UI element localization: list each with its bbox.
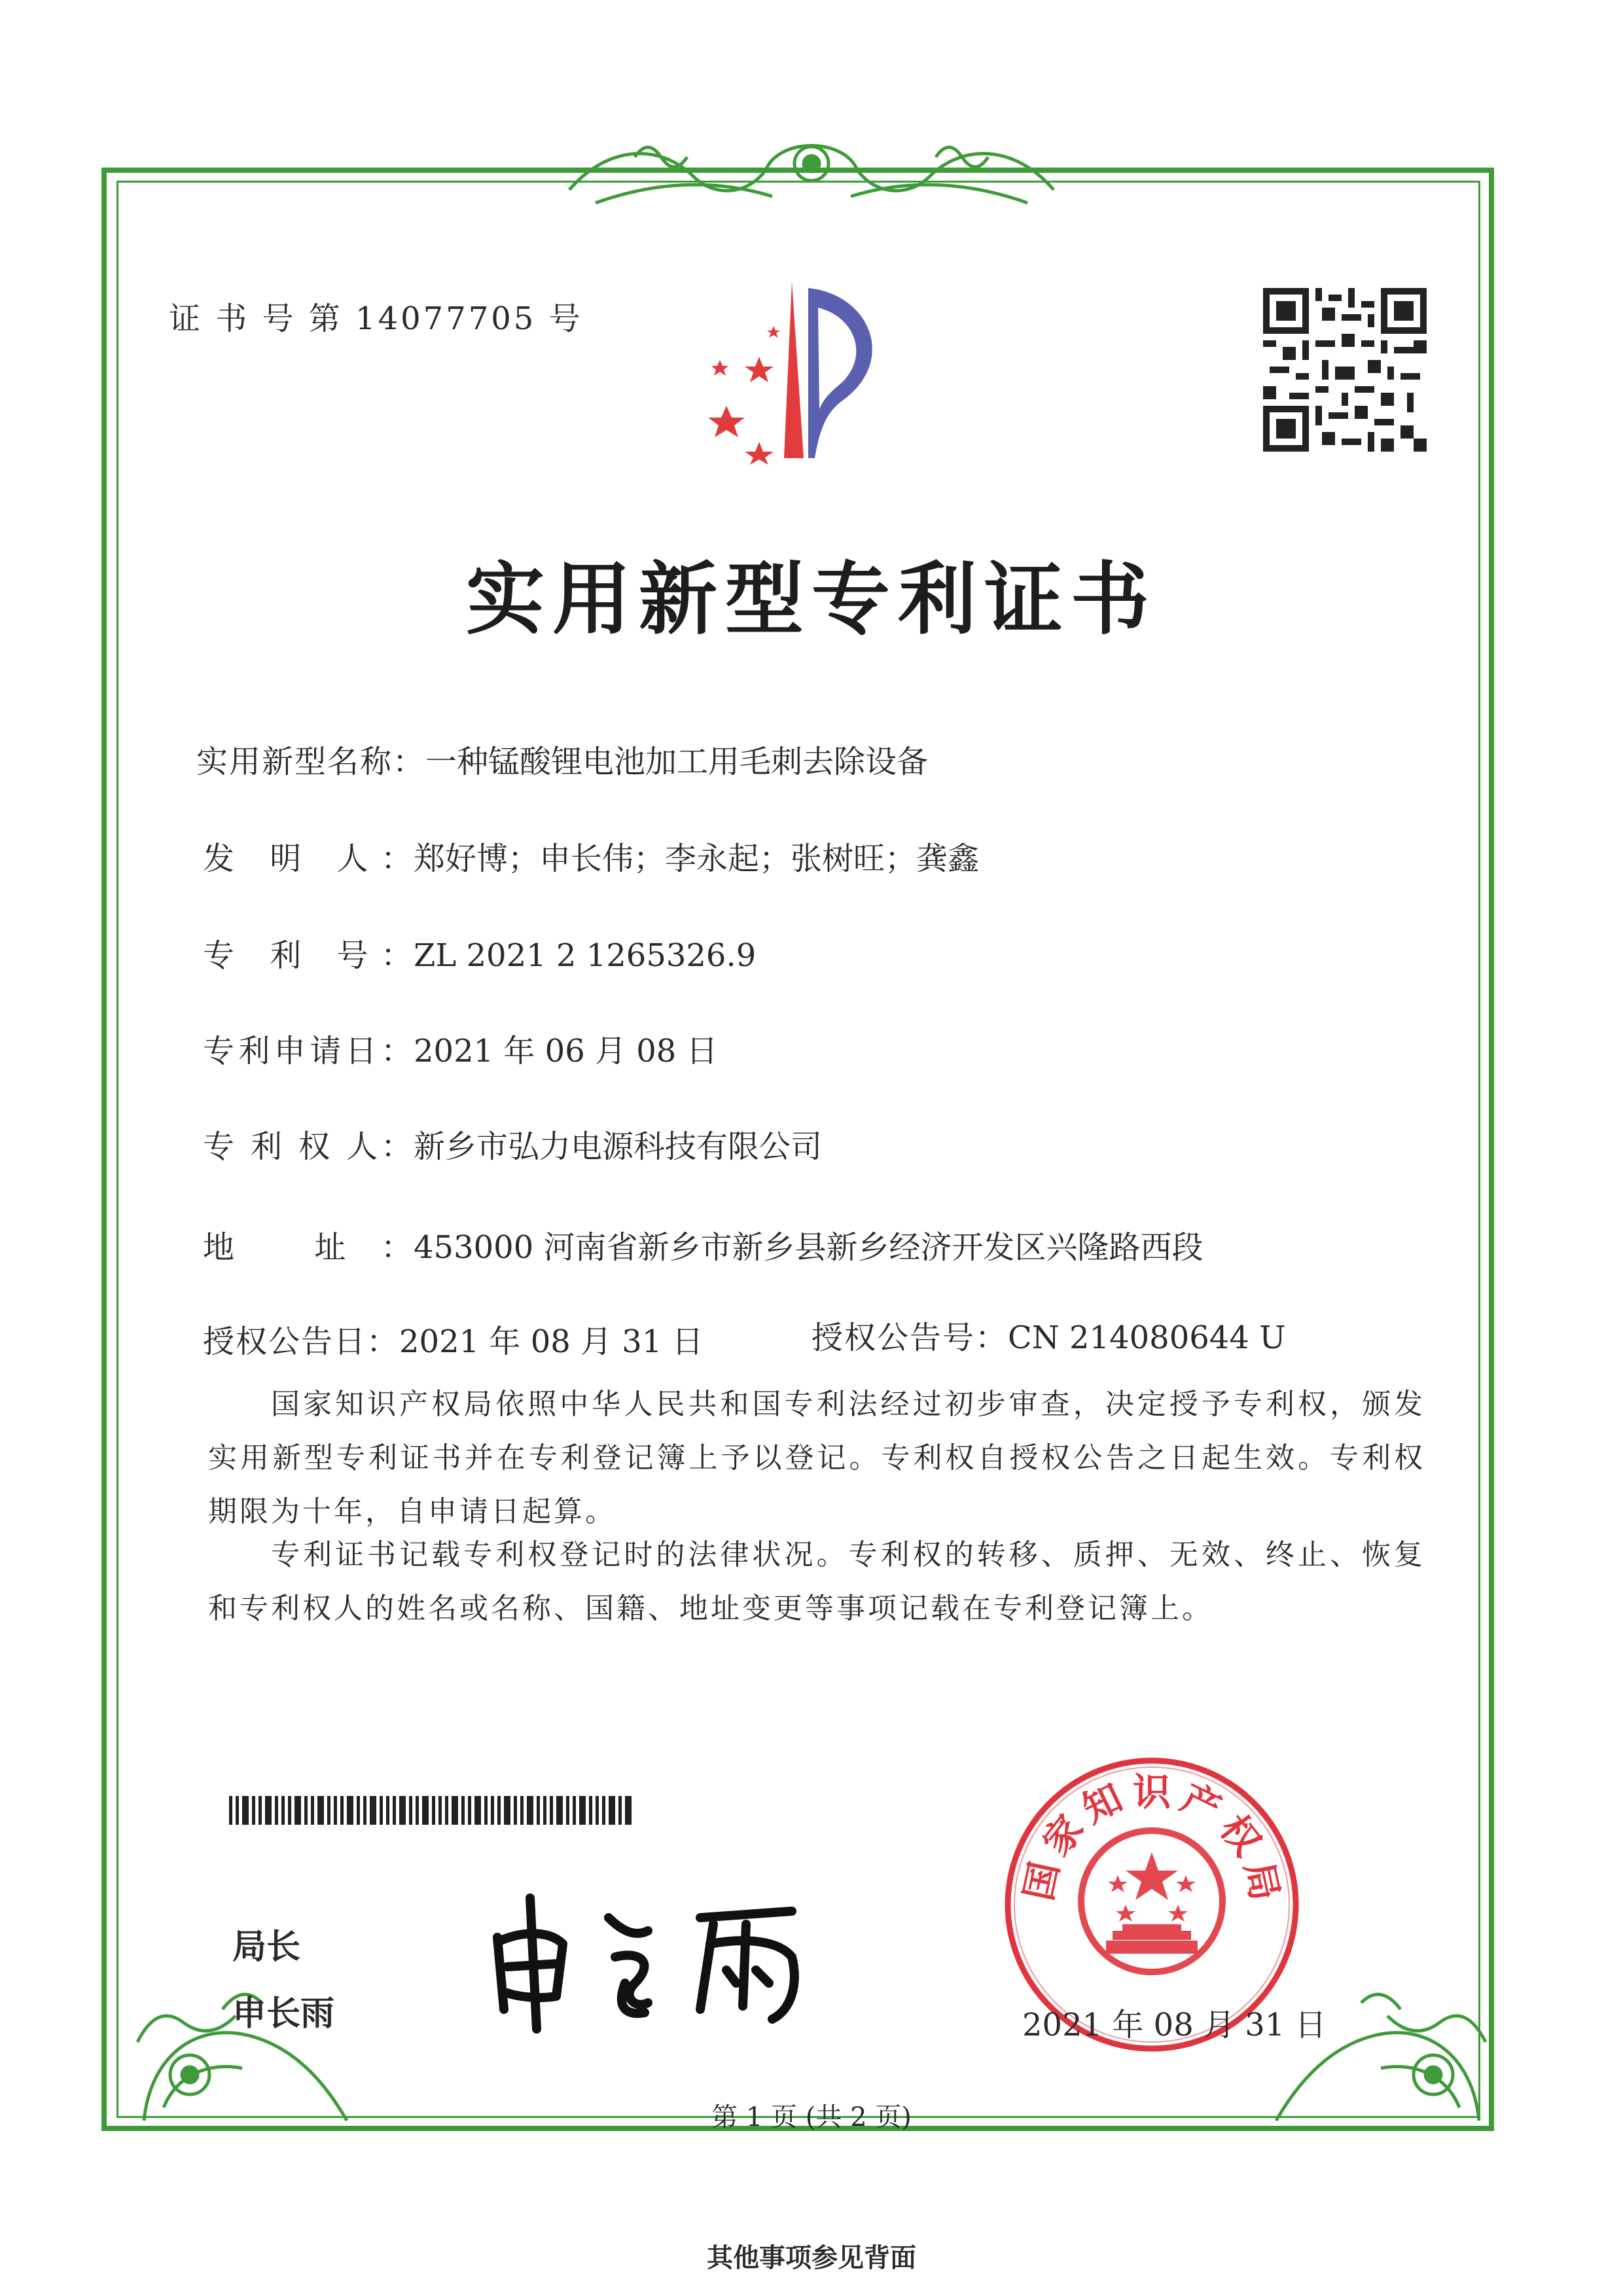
- application-date-label: 专利申请日：: [203, 1033, 414, 1069]
- patentee-row: [203, 1121, 822, 1166]
- grant-number-row: [812, 1312, 1286, 1357]
- inventor-value: 郑好博；申长伟；李永起；张树旺；龚鑫: [414, 840, 980, 877]
- patentee-label: 专 利 权 人：: [203, 1128, 414, 1165]
- border-ornament-icon: [556, 118, 1067, 216]
- footer-note: 其他事项参见背面: [707, 2242, 916, 2273]
- grant-date-row: [203, 1316, 704, 1361]
- grant-date-value: 2021 年 08 月 31 日: [399, 1323, 704, 1360]
- patent-number-row: [203, 930, 756, 975]
- seal-text-char: 识: [1132, 1770, 1171, 1815]
- grant-date-label: 授权公告日：: [203, 1323, 400, 1360]
- utility-model-name-value: 一种锰酸锂电池加工用毛刺去除设备: [425, 744, 929, 780]
- patent-number-value: ZL 2021 2 1265326.9: [414, 937, 757, 974]
- seal-text-char: 国: [1016, 1857, 1068, 1905]
- certificate-number: 证 书 号 第 14077705 号: [169, 300, 583, 337]
- signatory-name: 申长雨: [232, 1994, 335, 2034]
- barcode-icon: [229, 1796, 635, 1825]
- patentee-value: 新乡市弘力电源科技有限公司: [414, 1128, 823, 1165]
- cnipa-logo-icon: [681, 268, 929, 465]
- seal-text-char: 局: [1236, 1857, 1288, 1905]
- inventor-row: [203, 833, 979, 878]
- address-value: 453000 河南省新乡市新乡县新乡经济开发区兴隆路西段: [414, 1229, 1204, 1266]
- application-date-row: [203, 1026, 718, 1071]
- address-label: 地 址：: [203, 1229, 414, 1266]
- legal-paragraph-2: 专利证书记载专利权登记时的法律状况。专利权的转移、质押、无效、终止、恢复和专利权人的姓名或名称、国籍、地址变更等事项记载在专利登记簿上。: [208, 1538, 1425, 1625]
- page-indicator: 第 1 页 (共 2 页): [711, 2102, 912, 2132]
- legal-paragraph-1: 国家知识产权局依照中华人民共和国专利法经过初步审查，决定授予专利权，颁发实用新型专利证书并在专利登记簿上予以登记。专利权自授权公告之日起生效。专利权期限为十年，自申请日起算。: [208, 1388, 1425, 1528]
- grant-number-label: 授权公告号：: [812, 1319, 1008, 1356]
- seal-text-char: 家: [1033, 1806, 1093, 1864]
- inventor-label: 发 明 人：: [203, 840, 414, 877]
- signature-icon: [484, 1885, 825, 2036]
- qr-code-icon: [1263, 288, 1427, 452]
- grant-number-value: CN 214080644 U: [1008, 1319, 1286, 1356]
- application-date-value: 2021 年 06 月 08 日: [414, 1033, 718, 1069]
- utility-model-name-row: [196, 736, 928, 781]
- seal-date: 2021 年 08 月 31 日: [1022, 2007, 1327, 2043]
- signatory-role: 局长: [232, 1928, 301, 1967]
- patent-number-label: 专 利 号：: [203, 937, 414, 974]
- seal-text-char: 产: [1174, 1775, 1228, 1832]
- seal-text-char: 权: [1211, 1806, 1270, 1864]
- address-row: [203, 1222, 1204, 1267]
- certificate-title: 实用新型专利证书: [466, 553, 1157, 645]
- seal-text-char: 知: [1075, 1775, 1130, 1832]
- utility-model-name-label: 实用新型名称：: [196, 744, 426, 780]
